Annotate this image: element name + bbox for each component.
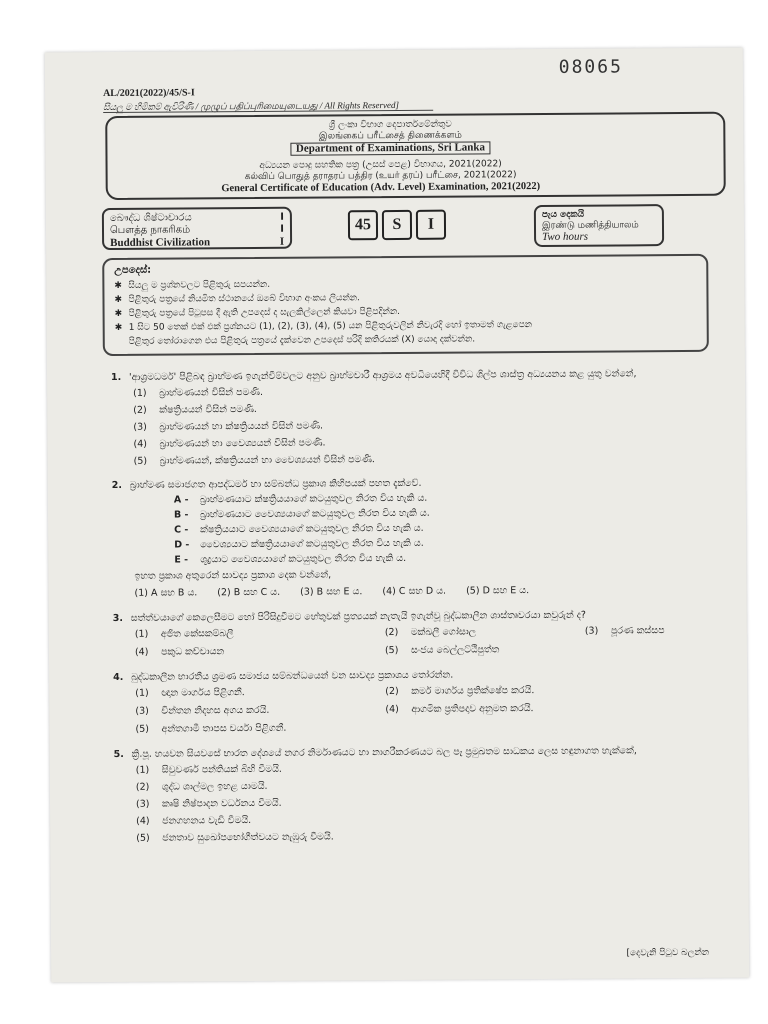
dept-name-sinhala: ශ්‍රී ලංකා විභාග දෙපාර්තමේන්තුව (328, 119, 452, 131)
questions-section (111, 366, 714, 855)
subject-code-boxes (348, 210, 446, 241)
question-number: 2. (111, 479, 123, 491)
code-box-medium: S (382, 210, 412, 240)
subject-english: Buddhist Civilization I (110, 235, 285, 249)
duration-box (534, 204, 664, 247)
answer-options-grid (113, 681, 713, 739)
question-4 (113, 666, 713, 739)
question-text: 'ආශ්‍රමධර්ම' පිළිබඳ බ්‍රාහ්මණ ඉගැන්වීම්වලට අනුව බ්‍රාහ්මචාරී ආශ්‍රමය අවධියෙහිදී විවිධ ශිල්ප ශාස්ත්‍ර අධ්‍යයනය කළ යුතු වන්නේ, (128, 368, 637, 383)
answer-options-grid (113, 622, 713, 662)
question-number: 4. (113, 671, 124, 683)
instruction-item: ✱ පිළිතුරු පත්‍රයේ පිටුපස දී ඇති උපදෙස් ද සැලකිල්ලෙන් කියවා පිළිපදින්න. (114, 306, 401, 319)
question-1 (111, 366, 712, 470)
code-box-part: I (416, 210, 446, 240)
instruction-item: ✱ පිළිතුරු පත්‍රයේ නියමිත ස්ථානයේ ඔබේ විභාග අංකය ලියන්න. (114, 293, 360, 305)
duration-sinhala: පැය දෙකයි (541, 209, 585, 220)
answer-option: (1) සිවුවර්ණ පන්තියක් බිහි වීමයි. (135, 763, 282, 776)
exam-title-english: General Certificate of Education (Adv. Level) Examination, 2021(2022) (221, 180, 541, 195)
answer-option: (1) අජිත කේසකම්බලී (134, 628, 234, 640)
bullet-icon: ✱ (114, 294, 123, 305)
answer-option: (4) පකුධ කච්චායන (134, 646, 225, 658)
answer-option: (3) බ්‍රාහ්මණයන් හා ක්ෂත්‍රියයන් විසින් පමණි. (133, 420, 324, 433)
answer-option: (2) B සහ C ය. (217, 586, 281, 599)
answer-option: (4) C සහ D ය. (382, 585, 447, 598)
duration-tamil: இரண்டு மணித்தியாலம் (541, 220, 639, 231)
question-3 (113, 607, 713, 662)
answer-option: (4) බ්‍රාහ්මණයන් හා වෛශ්‍යයන් විසින් පමණි. (133, 437, 326, 450)
answer-option: (2) ශුද්ධ ශාල්මල ඉහළ යාමයි. (135, 780, 268, 793)
question-text: සත්ත්වයාගේ කෙලෙසීමට හෝ පිරිසිදුවීමට හේතුවක් ප්‍රත්‍යයක් නැතැයි ඉගැන්වූ බුද්ධකාලීන ශාස්තෘවරයා කවුරුන් ද? (130, 609, 586, 624)
answer-option: (1) A සහ B ය. (134, 587, 198, 599)
duration-english: Two hours (542, 230, 589, 243)
statement-item: D - වෛශ්‍යයාට ක්ෂත්‍රියයාගේ කටයුතුවල නිරත විය හැකි ය. (174, 537, 424, 551)
answer-option: (5) බ්‍රාහ්මණයන්, ක්ෂත්‍රියයන් හා වෛශ්‍යයන් විසින් පමණි. (133, 454, 375, 467)
answer-option: (2) ක්ෂත්‍රියයන් විසින් පමණි. (133, 403, 257, 416)
bullet-icon: ✱ (114, 308, 123, 319)
statement-item: B - බ්‍රාහ්මණයාට වෛශ්‍යයාගේ කටයුතුවල නිරත විය හැකි ය. (173, 507, 430, 521)
question-5 (114, 743, 715, 847)
instruction-item: ✱ සියලු ම ප්‍රශ්නවලට පිළිතුරු සපයන්න. (114, 279, 271, 291)
question-number: 1. (110, 371, 122, 383)
statement-item: A - බ්‍රාහ්මණයාට ක්ෂත්‍රියයාගේ කටයුතුවල නිරත විය හැකි ය. (173, 492, 428, 506)
answer-option: (5) D සහ E ය. (466, 585, 530, 597)
question-text: බ්‍රාහ්මණ සමාජගත ආපද්ධර්ම හා සම්බන්ධ ප්‍රකාශ කිහිපයක් පහත දැක්වේ. (129, 477, 422, 491)
dept-name-english: Department of Examinations, Sri Lanka (291, 141, 490, 155)
answer-option: (4) ආගමික ප්‍රතිපදාව අනුමත කරයි. (385, 703, 534, 716)
exam-title (216, 159, 546, 194)
dept-name-tamil: இலங்கைப் பரீட்சைத் திணைக்களம் (318, 130, 462, 142)
code-box-number: 45 (348, 210, 378, 240)
bullet-icon: ✱ (114, 280, 122, 291)
department-names (271, 119, 509, 156)
answer-option: (2) කර්ම මාර්ගය ප්‍රතික්ෂේප කරයි. (385, 685, 535, 698)
answer-option: (3) චින්තන නිදහස අගය කරයි. (135, 704, 270, 717)
question-number: 5. (113, 748, 124, 760)
paper-code: AL/2021(2022)/45/S-I (103, 87, 195, 100)
question-prompt: ඉහත ප්‍රකාශ අතුරෙන් සාවද්‍ය ප්‍රකාශ දෙක වන්නේ, (134, 569, 332, 582)
statement-item: C - ක්ෂත්‍රියයාට වෛශ්‍යයාගේ කටයුතුවල නිරත විය හැකි ය. (174, 522, 424, 536)
instruction-continuation: පිළිතුර තෝරාගෙන එය පිළිතුරු පත්‍රයේ දැක්වෙන උපදෙස් පරිදි කතිරයක් (X) යොදා දක්වන්න. (128, 334, 476, 347)
statement-item: E - ශූද්‍රයාට වෛශ්‍යයාගේ කටයුතුවල නිරත විය හැකි ය. (174, 552, 407, 566)
question-text: ක්‍රි.පූ. හයවන සියවසේ භාරත දේශයේ නගර නිර්මාණයට හා නාගරීකරණයට බල පෑ ප්‍රමුඛතම සාධකය ලෙස හඳුනාගත හැක්කේ, (131, 745, 637, 760)
answer-option: (5) සංජය බෙල්ලට්ඨිපුත්ත (384, 644, 500, 657)
next-page-note: [දෙවැනි පිටුව බලන්න (626, 947, 710, 959)
exam-title-sinhala: අධ්‍යයන පොදු සහතික පත්‍ර (උසස් පෙළ) විභාගය, 2021(2022) (259, 159, 502, 171)
question-2 (112, 474, 713, 603)
subject-box (102, 207, 292, 250)
exam-paper-sheet (45, 48, 749, 983)
exam-title-tamil: கல்விப் பொதுத் தராதரப் பத்திர (உயர் தரப்) பரீட்சை, 2021(2022) (244, 170, 517, 183)
question-number: 3. (112, 612, 123, 624)
answer-option: (1) බ්‍රාහ්මණයන් විසින් පමණි. (133, 386, 263, 399)
bullet-icon: ✱ (114, 322, 123, 333)
subject-sinhala: බෞද්ධ ශිෂ්ටාචාරය I (109, 211, 284, 224)
instructions-title: උපදෙස්: (114, 264, 152, 276)
instruction-item: ✱ 1 සිට 50 තෙක් එක් එක් ප්‍රශ්නයට (1), (2), (3), (4), (5) යන පිළිතුරුවලින් නිවැරදි හෝ ඉතාමත් ගැළපෙන (114, 320, 533, 333)
answer-option: (1) ඥාන මාර්ගය පිළිගනී. (135, 687, 245, 699)
answer-option: (5) ජනතාව සුඛෝපභෝගීත්වයට නැඹුරු වීමයි. (136, 831, 334, 844)
instructions-box (102, 254, 709, 356)
answer-option: (2) මක්ඛලී ගෝසාල (384, 626, 477, 639)
serial-number: 08065 (558, 56, 623, 78)
copyright-line: සියලු ම හිමිකම් ඇවිරිණි / முழுப் பதிப்புரிமையுடையது / All Rights Reserved] (103, 99, 400, 113)
answer-option: (3) පූරණ කස්සප (584, 625, 665, 637)
answer-option: (3) B සහ E ය. (300, 586, 363, 598)
question-text: බුද්ධකාලීන භාරතීය ශ්‍රමණ සමාජය සම්බන්ධයෙන් වන සාවද්‍ය ප්‍රකාශය තෝරන්න. (131, 669, 454, 683)
answer-option: (4) ජනගහනය වැඩි වීමයි. (136, 815, 252, 827)
subject-tamil: பௌத்த நாகரிகம் I (109, 223, 285, 236)
answer-option: (3) කෘෂි නිෂ්පාදන වර්ධනය වීමයි. (135, 797, 282, 810)
answer-option: (5) අන්තගාමී තාපස චර්යා පිළිගනී. (135, 722, 287, 735)
